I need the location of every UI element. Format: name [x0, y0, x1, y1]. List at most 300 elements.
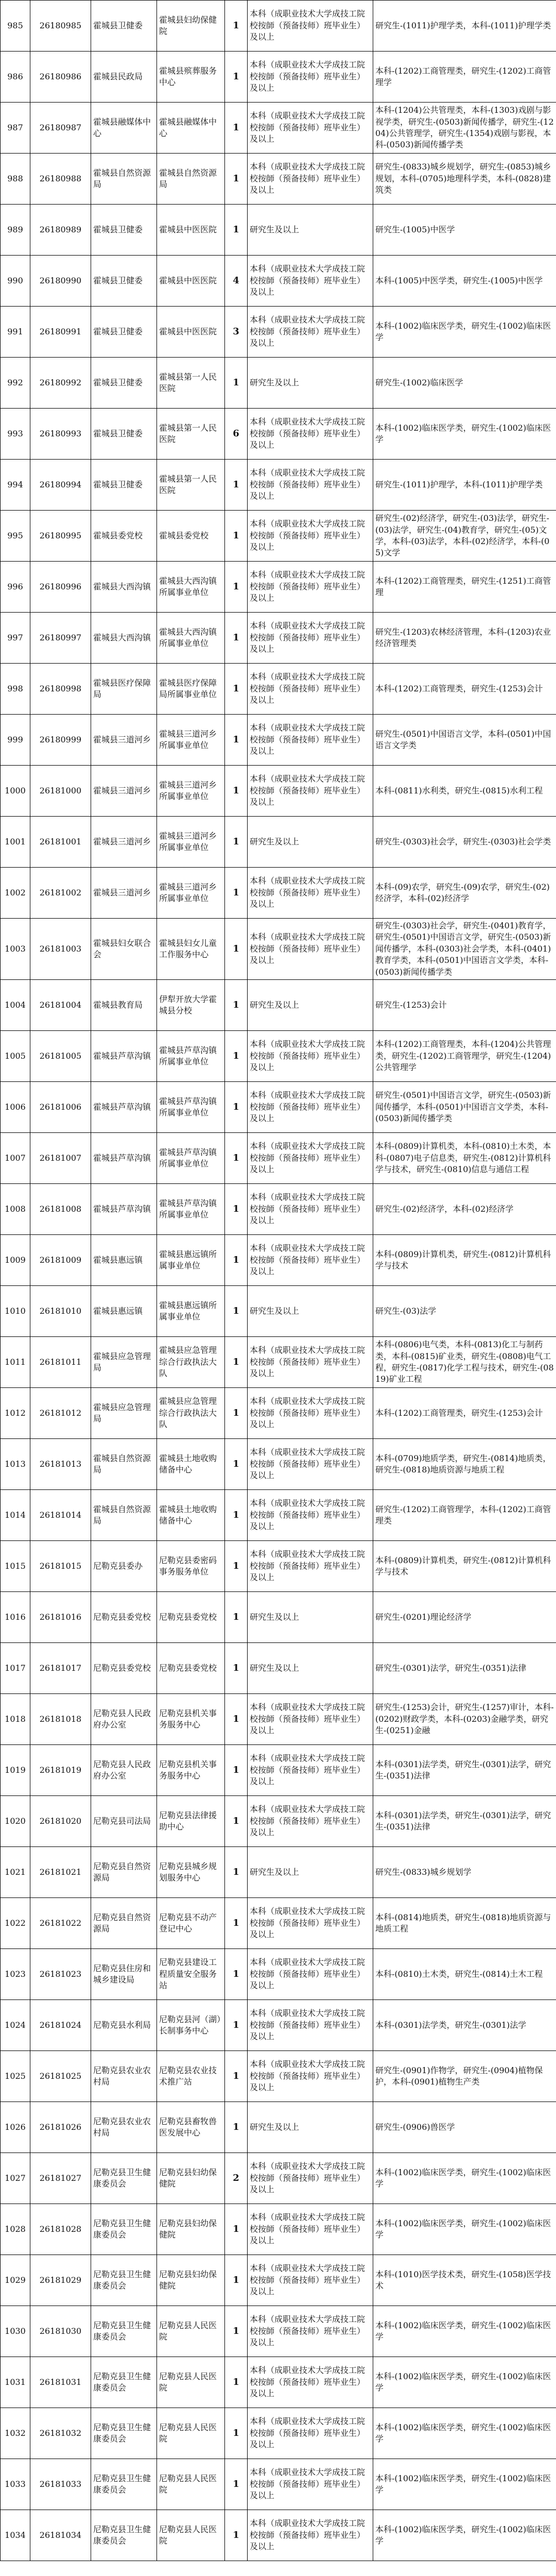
employer-cell: 霍城县大西沟镇所属事业单位 [157, 562, 225, 613]
headcount-cell: 1 [225, 52, 248, 103]
row-number-cell: 988 [1, 154, 30, 205]
headcount-cell: 1 [225, 1540, 248, 1591]
table-row [1, 1285, 556, 1336]
department-cell: 霍城县自然资源局 [91, 154, 157, 205]
row-number-cell: 998 [1, 664, 30, 715]
major-requirement-cell: 研究生-(1011)护理学，本科-(1011)护理学类 [373, 460, 556, 511]
row-number-cell: 1033 [1, 2459, 30, 2510]
department-cell: 尼勒克县人民政府办公室 [91, 1744, 157, 1795]
education-requirement-cell: 本科（成职业技术大学成技工院校按師（预备技师）班毕业生）及以上 [248, 2204, 373, 2255]
education-requirement-cell: 本科（成职业技术大学成技工院校按師（预备技师）班毕业生）及以上 [248, 2357, 373, 2408]
major-requirement-cell: 研究生-(1002)临床医学 [373, 358, 556, 409]
department-cell: 霍城县委党校 [91, 511, 157, 562]
position-code-cell: 26181016 [30, 1591, 91, 1642]
table-row [1, 154, 556, 205]
position-code-cell: 26180999 [30, 715, 91, 766]
table-row [1, 1, 556, 52]
headcount-cell: 1 [225, 1693, 248, 1744]
row-number-cell: 1027 [1, 2153, 30, 2204]
department-cell: 尼勒克县水利局 [91, 1999, 157, 2050]
row-number-cell: 1026 [1, 2102, 30, 2153]
headcount-cell: 1 [225, 2357, 248, 2408]
row-number-cell: 999 [1, 715, 30, 766]
table-row [1, 1846, 556, 1897]
row-number-cell: 1024 [1, 1999, 30, 2050]
table-row [1, 562, 556, 613]
headcount-cell: 1 [225, 1234, 248, 1285]
row-number-cell: 993 [1, 409, 30, 460]
row-number-cell: 1009 [1, 1234, 30, 1285]
headcount-cell: 1 [225, 766, 248, 817]
headcount-cell: 1 [225, 1132, 248, 1183]
department-cell: 霍城县融媒体中心 [91, 103, 157, 154]
employer-cell: 霍城县第一人民医院 [157, 409, 225, 460]
education-requirement-cell: 本科（成职业技术大学成技工院校按師（预备技师）班毕业生）及以上 [248, 1387, 373, 1438]
position-code-cell: 26181030 [30, 2306, 91, 2357]
major-requirement-cell: 本科-(1202)工商管理类，研究生-(1202)工商管理学 [373, 52, 556, 103]
table-row [1, 664, 556, 715]
employer-cell: 霍城县殡葬服务中心 [157, 52, 225, 103]
row-number-cell: 1003 [1, 919, 30, 980]
education-requirement-cell: 本科（成职业技术大学成技工院校按師（预备技师）班毕业生）及以上 [248, 1132, 373, 1183]
position-code-cell: 26181020 [30, 1795, 91, 1846]
table-row [1, 2204, 556, 2255]
row-number-cell: 1007 [1, 1132, 30, 1183]
row-number-cell: 1011 [1, 1336, 30, 1387]
table-row [1, 1999, 556, 2050]
table-row [1, 1489, 556, 1540]
education-requirement-cell: 本科（成职业技术大学成技工院校按師（预备技师）班毕业生）及以上 [248, 868, 373, 919]
table-row [1, 766, 556, 817]
education-requirement-cell: 研究生及以上 [248, 1591, 373, 1642]
headcount-cell: 1 [225, 1489, 248, 1540]
headcount-cell: 6 [225, 409, 248, 460]
department-cell: 尼勒克县卫生健康委员会 [91, 2357, 157, 2408]
department-cell: 尼勒克县自然资源局 [91, 1897, 157, 1948]
employer-cell: 尼勒克县妇幼保健院 [157, 2153, 225, 2204]
education-requirement-cell: 本科（成职业技术大学成技工院校按師（预备技师）班毕业生）及以上 [248, 715, 373, 766]
table-row [1, 460, 556, 511]
employer-cell: 霍城县芦草沟镇所属事业单位 [157, 1030, 225, 1081]
position-code-cell: 26180995 [30, 511, 91, 562]
position-code-cell: 26181011 [30, 1336, 91, 1387]
major-requirement-cell: 本科-(1010)医学技术类，研究生-(1058)医学技术 [373, 2255, 556, 2306]
department-cell: 尼勒克县卫生健康委员会 [91, 2408, 157, 2459]
education-requirement-cell: 本科（成职业技术大学成技工院校按師（预备技师）班毕业生）及以上 [248, 1438, 373, 1489]
row-number-cell: 1000 [1, 766, 30, 817]
position-code-cell: 26181012 [30, 1387, 91, 1438]
major-requirement-cell: 研究生-(1005)中医学 [373, 205, 556, 256]
department-cell: 霍城县医疗保障局 [91, 664, 157, 715]
department-cell: 霍城县芦草沟镇 [91, 1183, 157, 1234]
row-number-cell: 1020 [1, 1795, 30, 1846]
education-requirement-cell: 本科（成职业技术大学成技工院校按師（预备技师）班毕业生）及以上 [248, 1489, 373, 1540]
table-row [1, 1030, 556, 1081]
row-number-cell: 997 [1, 613, 30, 664]
department-cell: 霍城县芦草沟镇 [91, 1030, 157, 1081]
major-requirement-cell: 本科-(0806)电气类，本科-(0813)化工与制药类，本科-(0815)矿业类，研究生-(0808)电气工程，研究生-(0817)化学工程与技术，研究生-(0819)矿业工程 [373, 1336, 556, 1387]
department-cell: 霍城县大西沟镇 [91, 613, 157, 664]
education-requirement-cell: 研究生及以上 [248, 1285, 373, 1336]
row-number-cell: 1025 [1, 2050, 30, 2102]
education-requirement-cell: 本科（成职业技术大学成技工院校按師（预备技师）班毕业生）及以上 [248, 460, 373, 511]
education-requirement-cell: 本科（成职业技术大学成技工院校按師（预备技师）班毕业生）及以上 [248, 1030, 373, 1081]
education-requirement-cell: 本科（成职业技术大学成技工院校按師（预备技师）班毕业生）及以上 [248, 2408, 373, 2459]
table-row [1, 2050, 556, 2102]
headcount-cell: 1 [225, 103, 248, 154]
table-row [1, 1642, 556, 1693]
row-number-cell: 996 [1, 562, 30, 613]
table-row [1, 2408, 556, 2459]
department-cell: 霍城县芦草沟镇 [91, 1132, 157, 1183]
employer-cell: 霍城县惠远镇所属事业单位 [157, 1234, 225, 1285]
major-requirement-cell: 本科-(1002)临床医学类，研究生-(1002)临床医学 [373, 2510, 556, 2561]
major-requirement-cell: 本科-(1002)临床医学类，研究生-(1002)临床医学 [373, 2408, 556, 2459]
education-requirement-cell: 本科（成职业技术大学成技工院校按師（预备技师）班毕业生）及以上 [248, 1336, 373, 1387]
headcount-cell: 1 [225, 1999, 248, 2050]
headcount-cell: 1 [225, 817, 248, 868]
major-requirement-cell: 研究生-(03)法学 [373, 1285, 556, 1336]
department-cell: 尼勒克县农业农村局 [91, 2050, 157, 2102]
major-requirement-cell: 本科-(0301)法学类，研究生-(0301)法学，研究生-(0351)法律 [373, 1795, 556, 1846]
department-cell: 霍城县卫健委 [91, 307, 157, 358]
department-cell: 霍城县妇女联合会 [91, 919, 157, 980]
major-requirement-cell: 研究生-(0303)社会学，研究生-(0401)教育学，研究生-(0501)中国语言文学，研究生-(0503)新闻传播学，本科-(0303)社会学类，本科-(0401)教育学类，本科-(0501)中国语言文学类，本科-(0503)新闻传播学类 [373, 919, 556, 980]
position-code-cell: 26181021 [30, 1846, 91, 1897]
education-requirement-cell: 本科（成职业技术大学成技工院校按師（预备技师）班毕业生）及以上 [248, 1, 373, 52]
headcount-cell: 1 [225, 2306, 248, 2357]
position-code-cell: 26180989 [30, 205, 91, 256]
table-row [1, 1693, 556, 1744]
table-row [1, 1795, 556, 1846]
major-requirement-cell: 研究生-(0906)兽医学 [373, 2102, 556, 2153]
employer-cell: 霍城县第一人民医院 [157, 358, 225, 409]
table-row [1, 1183, 556, 1234]
employer-cell: 霍城县中医医院 [157, 205, 225, 256]
education-requirement-cell: 本科（成职业技术大学成技工院校按師（预备技师）班毕业生）及以上 [248, 1693, 373, 1744]
major-requirement-cell: 本科-(1202)工商管理类，本科-(1204)公共管理类，研究生-(1202)工商管理学，研究生-(1204)公共管理学 [373, 1030, 556, 1081]
position-code-cell: 26181032 [30, 2408, 91, 2459]
education-requirement-cell: 本科（成职业技术大学成技工院校按師（预备技师）班毕业生）及以上 [248, 103, 373, 154]
table-row [1, 2255, 556, 2306]
position-code-cell: 26180997 [30, 613, 91, 664]
education-requirement-cell: 本科（成职业技术大学成技工院校按師（预备技师）班毕业生）及以上 [248, 154, 373, 205]
major-requirement-cell: 本科-(1002)临床医学类，研究生-(1002)临床医学 [373, 2357, 556, 2408]
row-number-cell: 1001 [1, 817, 30, 868]
position-code-cell: 26181014 [30, 1489, 91, 1540]
position-code-cell: 26181023 [30, 1948, 91, 1999]
employer-cell: 尼勒克县农业技术推广站 [157, 2050, 225, 2102]
employer-cell: 霍城县三道河乡所属事业单位 [157, 817, 225, 868]
major-requirement-cell: 本科-(1002)临床医学类，研究生-(1002)临床医学 [373, 2459, 556, 2510]
employer-cell: 尼勒克县机关事务服务中心 [157, 1744, 225, 1795]
position-code-cell: 26181008 [30, 1183, 91, 1234]
education-requirement-cell: 本科（成职业技术大学成技工院校按師（预备技师）班毕业生）及以上 [248, 2306, 373, 2357]
headcount-cell: 1 [225, 1897, 248, 1948]
position-code-cell: 26180991 [30, 307, 91, 358]
employer-cell: 尼勒克县妇幼保健院 [157, 2255, 225, 2306]
table-row [1, 1948, 556, 1999]
position-code-cell: 26181005 [30, 1030, 91, 1081]
position-code-cell: 26181029 [30, 2255, 91, 2306]
education-requirement-cell: 本科（成职业技术大学成技工院校按師（预备技师）班毕业生）及以上 [248, 1795, 373, 1846]
education-requirement-cell: 本科（成职业技术大学成技工院校按師（预备技师）班毕业生）及以上 [248, 1081, 373, 1132]
employer-cell: 霍城县应急管理综合行政执法大队 [157, 1387, 225, 1438]
position-code-cell: 26181018 [30, 1693, 91, 1744]
employer-cell: 尼勒克县机关事务服务中心 [157, 1693, 225, 1744]
row-number-cell: 1005 [1, 1030, 30, 1081]
row-number-cell: 1006 [1, 1081, 30, 1132]
education-requirement-cell: 本科（成职业技术大学成技工院校按師（预备技师）班毕业生）及以上 [248, 1744, 373, 1795]
education-requirement-cell: 本科（成职业技术大学成技工院校按師（预备技师）班毕业生）及以上 [248, 256, 373, 307]
position-code-cell: 26181013 [30, 1438, 91, 1489]
major-requirement-cell: 本科-(1204)公共管理类，本科-(1303)戏剧与影视学类，研究生-(0503)新闻传播学，研究生-(1204)公共管理学，研究生-(1354)戏剧与影视，本科-(0503)新闻传播学类 [373, 103, 556, 154]
table-row [1, 1336, 556, 1387]
employer-cell: 霍城县三道河乡所属事业单位 [157, 868, 225, 919]
position-code-cell: 26181009 [30, 1234, 91, 1285]
employer-cell: 霍城县中医医院 [157, 307, 225, 358]
education-requirement-cell: 研究生及以上 [248, 358, 373, 409]
employer-cell: 尼勒克县河（湖）长制事务中心 [157, 1999, 225, 2050]
education-requirement-cell: 本科（成职业技术大学成技工院校按師（预备技师）班毕业生）及以上 [248, 307, 373, 358]
department-cell: 霍城县应急管理局 [91, 1336, 157, 1387]
major-requirement-cell: 研究生-(1253)会计 [373, 979, 556, 1030]
employer-cell: 霍城县妇幼保健院 [157, 1, 225, 52]
major-requirement-cell: 研究生-(0833)城乡规划学 [373, 1846, 556, 1897]
row-number-cell: 1019 [1, 1744, 30, 1795]
table-body [1, 1, 556, 2561]
major-requirement-cell: 本科-(1002)临床医学类，研究生-(1002)临床医学 [373, 2306, 556, 2357]
major-requirement-cell: 本科-(1202)工商管理类，研究生-(1253)会计 [373, 664, 556, 715]
employer-cell: 霍城县应急管理综合行政执法大队 [157, 1336, 225, 1387]
education-requirement-cell: 研究生及以上 [248, 1846, 373, 1897]
headcount-cell: 1 [225, 205, 248, 256]
row-number-cell: 1029 [1, 2255, 30, 2306]
row-number-cell: 987 [1, 103, 30, 154]
position-code-cell: 26181022 [30, 1897, 91, 1948]
table-row [1, 2459, 556, 2510]
major-requirement-cell: 本科-(1002)临床医学类，研究生-(1002)临床医学 [373, 2204, 556, 2255]
employer-cell: 尼勒克县畜牧兽医发展中心 [157, 2102, 225, 2153]
table-row [1, 2510, 556, 2561]
table-row [1, 919, 556, 980]
education-requirement-cell: 本科（成职业技术大学成技工院校按師（预备技师）班毕业生）及以上 [248, 1897, 373, 1948]
department-cell: 霍城县教育局 [91, 979, 157, 1030]
department-cell: 尼勒克县卫生健康委员会 [91, 2306, 157, 2357]
education-requirement-cell: 本科（成职业技术大学成技工院校按師（预备技师）班毕业生）及以上 [248, 664, 373, 715]
employer-cell: 尼勒克县委党校 [157, 1642, 225, 1693]
department-cell: 霍城县大西沟镇 [91, 562, 157, 613]
row-number-cell: 1015 [1, 1540, 30, 1591]
department-cell: 霍城县惠远镇 [91, 1234, 157, 1285]
row-number-cell: 994 [1, 460, 30, 511]
row-number-cell: 1023 [1, 1948, 30, 1999]
position-code-cell: 26181026 [30, 2102, 91, 2153]
major-requirement-cell: 研究生-(0201)理论经济学 [373, 1591, 556, 1642]
position-code-cell: 26180990 [30, 256, 91, 307]
major-requirement-cell: 本科-(1005)中医学类，研究生-(1005)中医学 [373, 256, 556, 307]
table-row [1, 2153, 556, 2204]
position-code-cell: 26180994 [30, 460, 91, 511]
table-row [1, 52, 556, 103]
major-requirement-cell: 本科-(0814)地质类，研究生-(0818)地质资源与地质工程 [373, 1897, 556, 1948]
department-cell: 尼勒克县卫生健康委员会 [91, 2153, 157, 2204]
headcount-cell: 1 [225, 1642, 248, 1693]
row-number-cell: 1008 [1, 1183, 30, 1234]
employer-cell: 尼勒克县法律援助中心 [157, 1795, 225, 1846]
row-number-cell: 1030 [1, 2306, 30, 2357]
major-requirement-cell: 本科-(1202)工商管理类，研究生-(1251)工商管理 [373, 562, 556, 613]
employer-cell: 尼勒克县人民医院 [157, 2357, 225, 2408]
position-code-cell: 26181003 [30, 919, 91, 980]
employer-cell: 尼勒克县人民医院 [157, 2459, 225, 2510]
row-number-cell: 1004 [1, 979, 30, 1030]
employer-cell: 尼勒克县妇幼保健院 [157, 2204, 225, 2255]
row-number-cell: 1017 [1, 1642, 30, 1693]
education-requirement-cell: 本科（成职业技术大学成技工院校按師（预备技师）班毕业生）及以上 [248, 1234, 373, 1285]
employer-cell: 尼勒克县城乡规划服务中心 [157, 1846, 225, 1897]
department-cell: 尼勒克县卫生健康委员会 [91, 2459, 157, 2510]
department-cell: 尼勒克县委党校 [91, 1642, 157, 1693]
headcount-cell: 1 [225, 562, 248, 613]
row-number-cell: 1014 [1, 1489, 30, 1540]
headcount-cell: 1 [225, 1744, 248, 1795]
position-code-cell: 26181004 [30, 979, 91, 1030]
major-requirement-cell: 研究生-(1011)护理学类，本科-(1011)护理学类 [373, 1, 556, 52]
position-code-cell: 26181002 [30, 868, 91, 919]
education-requirement-cell: 本科（成职业技术大学成技工院校按師（预备技师）班毕业生）及以上 [248, 1183, 373, 1234]
headcount-cell: 1 [225, 1081, 248, 1132]
table-row [1, 409, 556, 460]
position-code-cell: 26181031 [30, 2357, 91, 2408]
row-number-cell: 989 [1, 205, 30, 256]
education-requirement-cell: 本科（成职业技术大学成技工院校按師（预备技师）班毕业生）及以上 [248, 1948, 373, 1999]
major-requirement-cell: 本科-(1002)临床医学类，研究生-(1002)临床医学 [373, 307, 556, 358]
department-cell: 霍城县卫健委 [91, 460, 157, 511]
table-row [1, 715, 556, 766]
major-requirement-cell: 研究生-(0901)作物学，研究生-(0904)植物保护，本科-(0901)植物生产类 [373, 2050, 556, 2102]
headcount-cell: 1 [225, 664, 248, 715]
position-code-cell: 26181001 [30, 817, 91, 868]
headcount-cell: 1 [225, 1183, 248, 1234]
education-requirement-cell: 研究生及以上 [248, 979, 373, 1030]
department-cell: 尼勒克县司法局 [91, 1795, 157, 1846]
headcount-cell: 1 [225, 2050, 248, 2102]
education-requirement-cell: 研究生及以上 [248, 817, 373, 868]
position-code-cell: 26181019 [30, 1744, 91, 1795]
headcount-cell: 1 [225, 2459, 248, 2510]
department-cell: 霍城县应急管理局 [91, 1387, 157, 1438]
education-requirement-cell: 本科（成职业技术大学成技工院校按師（预备技师）班毕业生）及以上 [248, 562, 373, 613]
major-requirement-cell: 本科-(0709)地质学类，研究生-(0814)地质类，研究生-(0818)地质资源与地质工程 [373, 1438, 556, 1489]
major-requirement-cell: 研究生-(1202)工商管理学，本科-(1202)工商管理类 [373, 1489, 556, 1540]
row-number-cell: 995 [1, 511, 30, 562]
headcount-cell: 1 [225, 358, 248, 409]
department-cell: 尼勒克县委党校 [91, 1591, 157, 1642]
major-requirement-cell: 本科-(1002)临床医学类，研究生-(1002)临床医学 [373, 2153, 556, 2204]
headcount-cell: 1 [225, 2102, 248, 2153]
employer-cell: 尼勒克县委党校 [157, 1591, 225, 1642]
row-number-cell: 986 [1, 52, 30, 103]
position-code-cell: 26181017 [30, 1642, 91, 1693]
table-row [1, 1591, 556, 1642]
department-cell: 霍城县三道河乡 [91, 817, 157, 868]
headcount-cell: 1 [225, 1285, 248, 1336]
department-cell: 霍城县卫健委 [91, 256, 157, 307]
education-requirement-cell: 本科（成职业技术大学成技工院校按師（预备技师）班毕业生）及以上 [248, 1999, 373, 2050]
department-cell: 霍城县卫健委 [91, 409, 157, 460]
employer-cell: 霍城县医疗保障局所属事业单位 [157, 664, 225, 715]
employer-cell: 霍城县自然资源局 [157, 154, 225, 205]
employer-cell: 伊犁开放大学霍城县分校 [157, 979, 225, 1030]
position-code-cell: 26180993 [30, 409, 91, 460]
headcount-cell: 1 [225, 868, 248, 919]
department-cell: 霍城县三道河乡 [91, 715, 157, 766]
headcount-cell: 1 [225, 1, 248, 52]
headcount-cell: 4 [225, 256, 248, 307]
employer-cell: 霍城县第一人民医院 [157, 460, 225, 511]
table-row [1, 1081, 556, 1132]
headcount-cell: 1 [225, 511, 248, 562]
table-row [1, 358, 556, 409]
headcount-cell: 1 [225, 979, 248, 1030]
row-number-cell: 1012 [1, 1387, 30, 1438]
major-requirement-cell: 本科-(0809)计算机类，研究生-(0812)计算机科学与技术 [373, 1234, 556, 1285]
table-row [1, 1132, 556, 1183]
row-number-cell: 1021 [1, 1846, 30, 1897]
major-requirement-cell: 本科-(0301)法学类，研究生-(0301)法学，研究生-(0351)法律 [373, 1744, 556, 1795]
row-number-cell: 1013 [1, 1438, 30, 1489]
employer-cell: 尼勒克县不动产登记中心 [157, 1897, 225, 1948]
headcount-cell: 1 [225, 2510, 248, 2561]
department-cell: 尼勒克县人民政府办公室 [91, 1693, 157, 1744]
employer-cell: 霍城县土地收购储备中心 [157, 1489, 225, 1540]
position-code-cell: 26181025 [30, 2050, 91, 2102]
headcount-cell: 1 [225, 715, 248, 766]
headcount-cell: 1 [225, 1846, 248, 1897]
row-number-cell: 1031 [1, 2357, 30, 2408]
headcount-cell: 1 [225, 1387, 248, 1438]
headcount-cell: 2 [225, 2153, 248, 2204]
department-cell: 尼勒克县住房和城乡建设局 [91, 1948, 157, 1999]
headcount-cell: 1 [225, 1438, 248, 1489]
position-code-cell: 26181015 [30, 1540, 91, 1591]
major-requirement-cell: 研究生-(0303)社会学，研究生-(0303)社会学类 [373, 817, 556, 868]
major-requirement-cell: 研究生-(0833)城乡规划学，研究生-(0853)城乡规划，本科-(0705)地理科学类，本科-(0828)建筑类 [373, 154, 556, 205]
department-cell: 霍城县芦草沟镇 [91, 1081, 157, 1132]
employer-cell: 霍城县三道河乡所属事业单位 [157, 766, 225, 817]
row-number-cell: 1022 [1, 1897, 30, 1948]
position-code-cell: 26181024 [30, 1999, 91, 2050]
major-requirement-cell: 本科-(0809)计算机类，研究生-(0812)计算机科学与技术 [373, 1540, 556, 1591]
major-requirement-cell: 研究生-(0301)法学，研究生-(0351)法律 [373, 1642, 556, 1693]
row-number-cell: 1034 [1, 2510, 30, 2561]
employer-cell: 霍城县芦草沟镇所属事业单位 [157, 1183, 225, 1234]
table-row [1, 1438, 556, 1489]
headcount-cell: 1 [225, 2408, 248, 2459]
major-requirement-cell: 研究生-(0501)中国语言文学，本科-(0501)中国语言文学类 [373, 715, 556, 766]
headcount-cell: 1 [225, 1030, 248, 1081]
table-row [1, 1234, 556, 1285]
department-cell: 霍城县自然资源局 [91, 1438, 157, 1489]
table-row [1, 1387, 556, 1438]
education-requirement-cell: 本科（成职业技术大学成技工院校按師（预备技师）班毕业生）及以上 [248, 2255, 373, 2306]
major-requirement-cell: 研究生-(0501)中国语言文学，研究生-(0503)新闻传播学，本科-(0501)中国语言文学类，本科-(0503)新闻传播学类 [373, 1081, 556, 1132]
department-cell: 尼勒克县卫生健康委员会 [91, 2204, 157, 2255]
table-row [1, 817, 556, 868]
major-requirement-cell: 研究生-(1253)会计，研究生-(1257)审计，本科-(0202)财政学类，本科-(0203)金融学类，研究生-(0251)金融 [373, 1693, 556, 1744]
headcount-cell: 1 [225, 1336, 248, 1387]
